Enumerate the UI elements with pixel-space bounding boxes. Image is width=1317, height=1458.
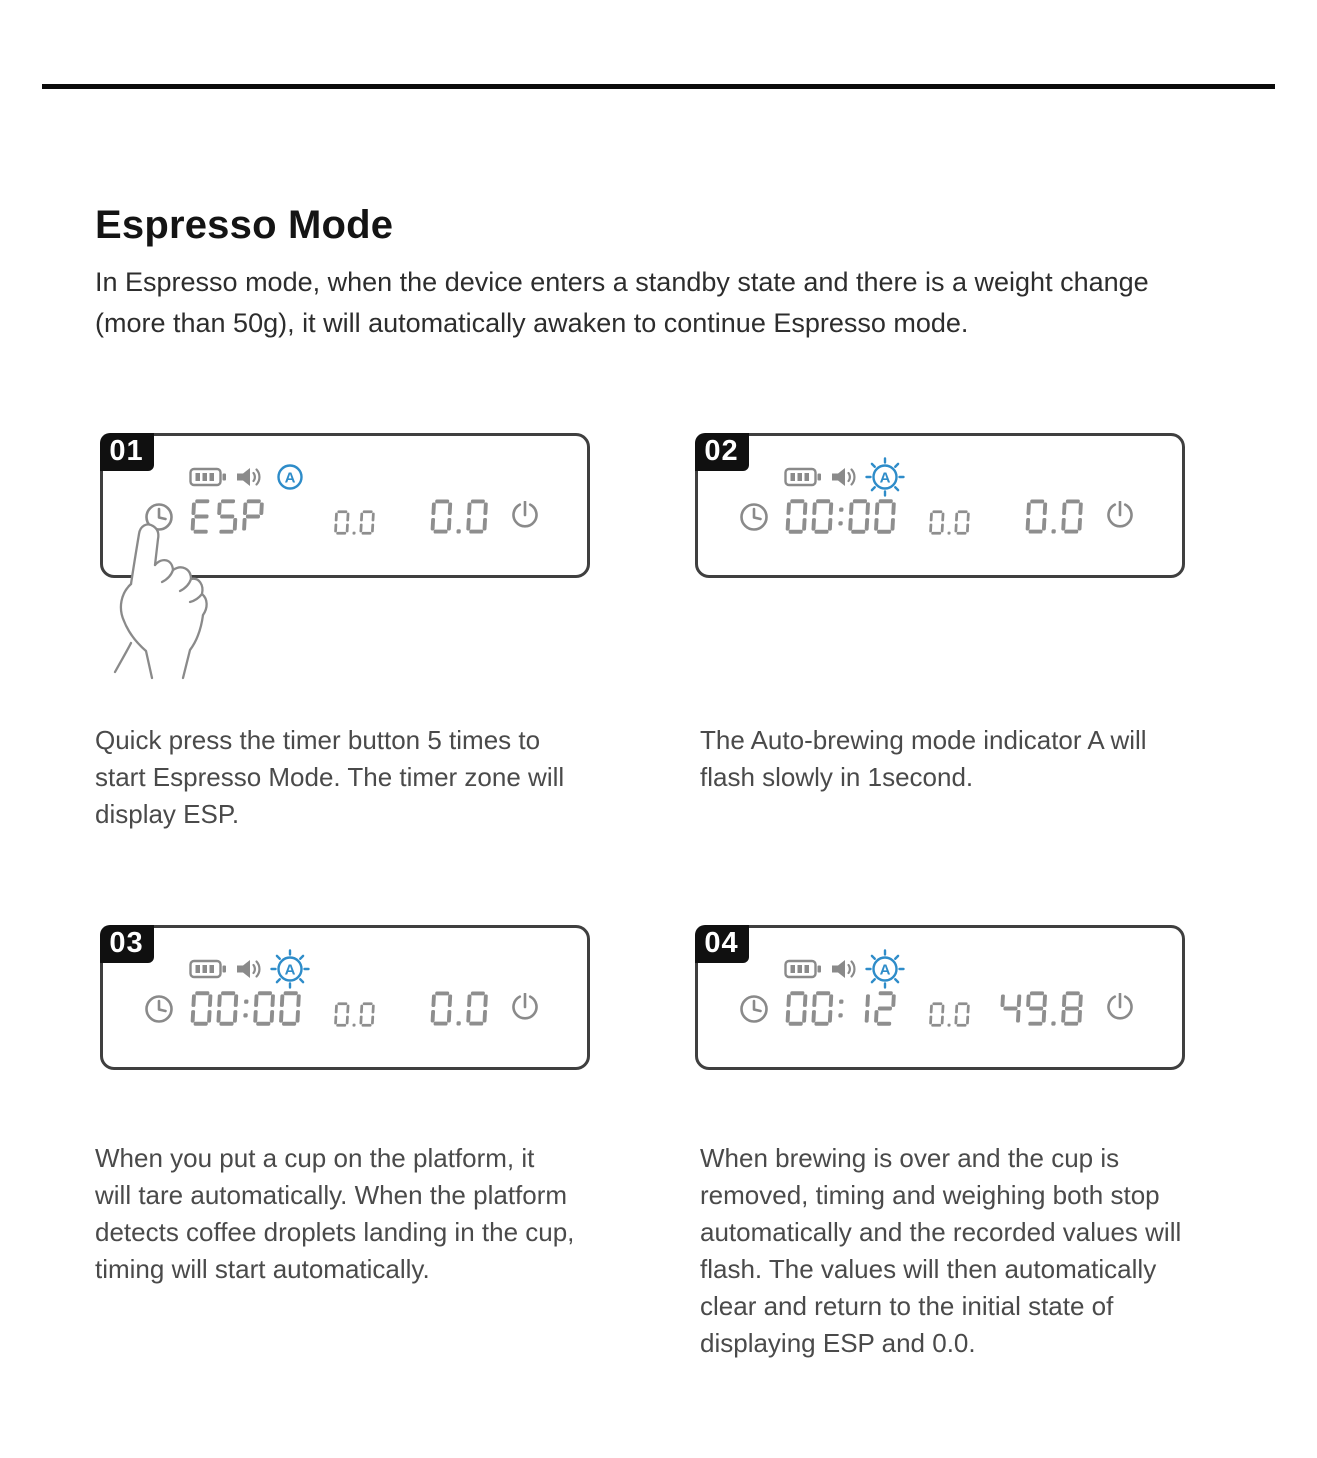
lcd-panel-01 (100, 433, 590, 578)
caption-line: When you put a cup on the platform, it (95, 1143, 535, 1173)
weight-display (998, 991, 1086, 1026)
power-icon (509, 993, 541, 1025)
lcd-panel-03 (100, 925, 590, 1070)
svg-text:A: A (879, 469, 891, 487)
flow-display (928, 1002, 972, 1027)
caption-line: The Auto-brewing mode indicator A will (700, 725, 1147, 755)
caption-line: Quick press the timer button 5 times to (95, 725, 541, 755)
step-02-caption (700, 722, 1147, 796)
timer-clock-icon (738, 501, 770, 533)
step-04-caption (700, 1140, 1181, 1362)
step-badge-04: 04 (695, 925, 749, 963)
status-icons (189, 950, 309, 988)
intro-line: (more than 50g), it will automatically awaken to continue Espresso mode. (95, 308, 969, 338)
svg-text:A: A (879, 961, 891, 979)
step-03-caption (95, 1140, 574, 1288)
weight-display (1024, 499, 1086, 534)
power-icon (1104, 993, 1136, 1025)
pointing-hand-illustration (111, 520, 227, 692)
step-01-caption (95, 722, 564, 833)
lcd-panel-02 (695, 433, 1185, 578)
speaker-icon (831, 957, 857, 981)
svg-text:A: A (284, 469, 296, 487)
caption-line: clear and return to the initial state of (700, 1291, 1114, 1321)
timer-display (784, 499, 899, 534)
caption-line: When brewing is over and the cup is (700, 1143, 1120, 1173)
auto-mode-indicator-icon (866, 950, 904, 988)
caption-line: timing will start automatically. (95, 1254, 430, 1284)
intro-paragraph (95, 262, 1149, 344)
weight-display (429, 991, 491, 1026)
caption-line: removed, timing and weighing both stop (700, 1180, 1160, 1210)
caption-line: start Espresso Mode. The timer zone will (95, 762, 565, 792)
battery-icon (189, 466, 227, 488)
lcd-panel-04 (695, 925, 1185, 1070)
caption-line: flash slowly in 1second. (700, 762, 974, 792)
auto-mode-indicator-icon (271, 458, 309, 496)
step-badge-02: 02 (695, 433, 749, 471)
timer-clock-icon (738, 993, 770, 1025)
top-divider (42, 84, 1275, 89)
speaker-icon (831, 465, 857, 489)
caption-line: will tare automatically. When the platform (95, 1180, 568, 1210)
power-icon (1104, 501, 1136, 533)
timer-clock-icon (143, 993, 175, 1025)
step-badge-01: 01 (100, 433, 154, 471)
power-icon (509, 501, 541, 533)
intro-line: In Espresso mode, when the device enters a standby state and there is a weight change (95, 267, 1149, 297)
flow-display (928, 510, 972, 535)
weight-display (429, 499, 491, 534)
caption-line: display ESP. (95, 799, 240, 829)
caption-line: automatically and the recorded values will (700, 1217, 1182, 1247)
status-icons (784, 458, 904, 496)
flow-display (333, 1002, 377, 1027)
timer-display (189, 991, 304, 1026)
timer-display (784, 991, 899, 1026)
speaker-icon (236, 465, 262, 489)
battery-icon (189, 958, 227, 980)
caption-line: displaying ESP and 0.0. (700, 1328, 976, 1358)
flow-display (333, 510, 377, 535)
battery-icon (784, 958, 822, 980)
page-title: Espresso Mode (95, 203, 394, 247)
speaker-icon (236, 957, 262, 981)
battery-icon (784, 466, 822, 488)
auto-mode-indicator-icon (271, 950, 309, 988)
caption-line: detects coffee droplets landing in the cup, (95, 1217, 575, 1247)
auto-mode-indicator-icon (866, 458, 904, 496)
status-icons (784, 950, 904, 988)
svg-text:A: A (284, 961, 296, 979)
step-badge-03: 03 (100, 925, 154, 963)
caption-line: flash. The values will then automatically (700, 1254, 1157, 1284)
status-icons (189, 458, 309, 496)
